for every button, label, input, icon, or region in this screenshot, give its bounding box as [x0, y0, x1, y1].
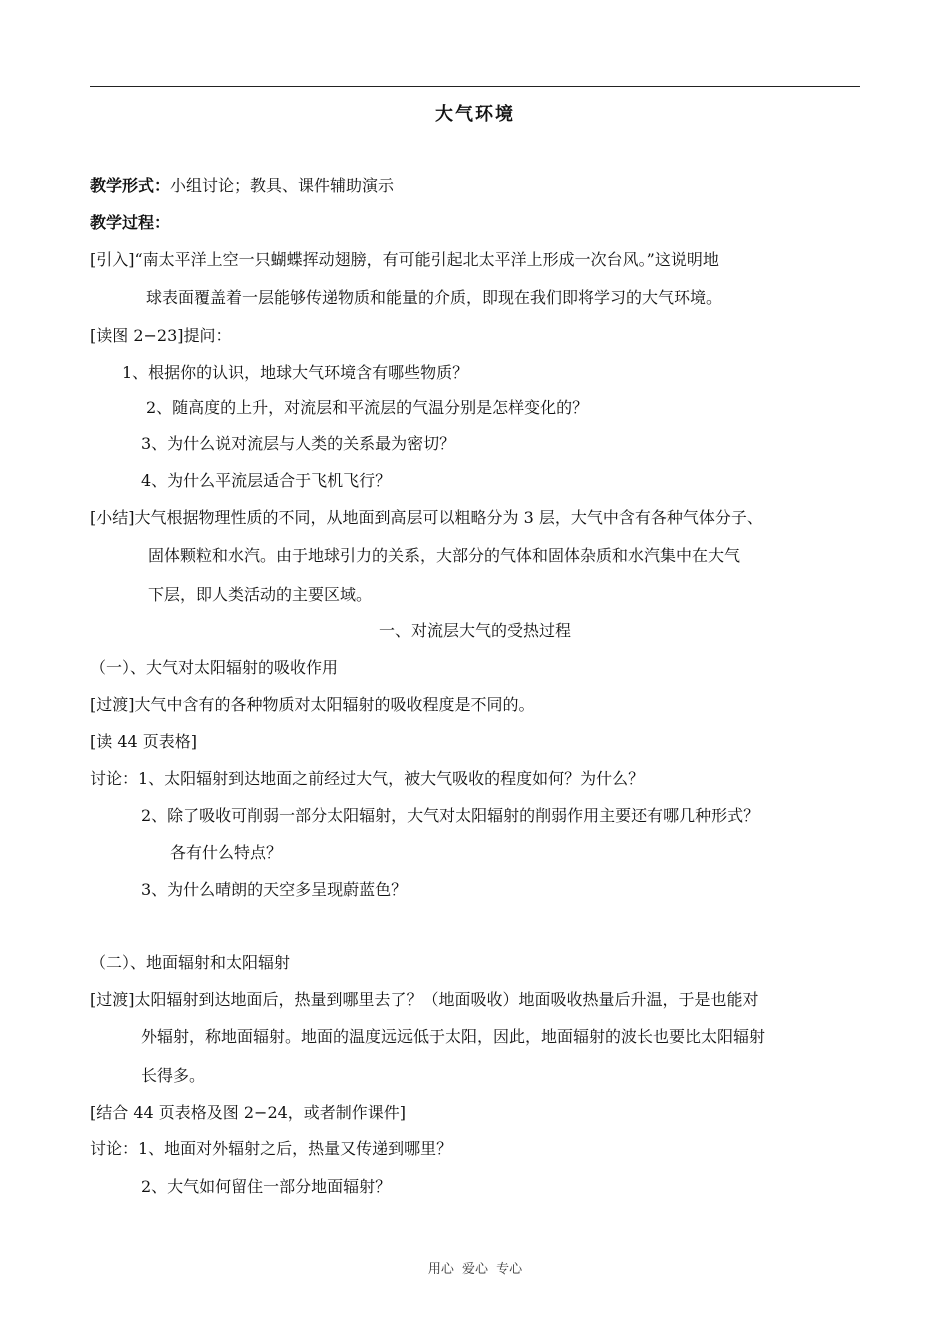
part-2-transition-2: 外辐射，称地面辐射。地面的温度远远低于太阳，因此，地面辐射的波长也要比太阳辐射 — [141, 1027, 766, 1046]
question-1: 1、根据你的认识，地球大气环境含有哪些物质？ — [122, 363, 469, 382]
part-1-transition: [过渡]大气中含有的各种物质对太阳辐射的吸收程度是不同的。 — [90, 695, 535, 714]
part-1-read-table: [读 44 页表格] — [90, 732, 198, 751]
part-2-discussion-1: 讨论：1、地面对外辐射之后，热量又传递到哪里？ — [90, 1139, 453, 1158]
part-1-discussion-3: 3、为什么晴朗的天空多呈现蔚蓝色？ — [141, 880, 408, 899]
section-heading-1: 一、对流层大气的受热过程 — [378, 621, 571, 640]
teaching-process-label: 教学过程： — [90, 213, 171, 232]
part-2-transition-3: 长得多。 — [141, 1066, 206, 1085]
question-4: 4、为什么平流层适合于飞机飞行？ — [141, 471, 392, 490]
teaching-form-value: 小组讨论；教具、课件辅助演示 — [170, 176, 395, 195]
header-rule — [90, 86, 860, 87]
part-1-heading: （一）、大气对太阳辐射的吸收作用 — [90, 658, 339, 677]
teaching-form-line — [90, 176, 394, 196]
summary-line-1: [小结]大气根据物理性质的不同，从地面到高层可以粗略分为 3 层，大气中含有各种气体分子、 — [90, 508, 763, 527]
part-1-discussion-2b: 各有什么特点？ — [170, 843, 283, 862]
summary-line-2: 固体颗粒和水汽。由于地球引力的关系，大部分的气体和固体杂质和水汽集中在大气 — [148, 546, 741, 565]
part-2-heading: （二）、地面辐射和太阳辐射 — [90, 953, 291, 972]
intro-line-1: [引入]“南太平洋上空一只蝴蝶挥动翅膀，有可能引起北太平洋上形成一次台风。”这说明地 — [90, 250, 719, 269]
question-2: 2、随高度的上升，对流层和平流层的气温分别是怎样变化的？ — [146, 398, 589, 417]
intro-line-2: 球表面覆盖着一层能够传递物质和能量的介质，即现在我们即将学习的大气环境。 — [146, 288, 723, 307]
read-figure-heading: [读图 2−23]提问： — [90, 326, 232, 345]
part-2-discussion-2: 2、大气如何留住一部分地面辐射？ — [141, 1177, 392, 1196]
part-2-combine: [结合 44 页表格及图 2−24，或者制作课件] — [90, 1103, 407, 1122]
page-footer: 用心 爱心 专心 — [427, 1262, 523, 1277]
summary-line-3: 下层，即人类活动的主要区域。 — [148, 585, 373, 604]
part-1-discussion-1: 讨论：1、太阳辐射到达地面之前经过大气，被大气吸收的程度如何？为什么？ — [90, 769, 645, 788]
part-1-discussion-2a: 2、除了吸收可削弱一部分太阳辐射，大气对太阳辐射的削弱作用主要还有哪几种形式？ — [141, 806, 760, 825]
teaching-form-label: 教学形式： — [90, 176, 171, 195]
part-2-transition-1: [过渡]太阳辐射到达地面后，热量到哪里去了？（地面吸收）地面吸收热量后升温，于是也能对 — [90, 990, 759, 1009]
page-title: 大气环境 — [435, 104, 515, 125]
question-3: 3、为什么说对流层与人类的关系最为密切？ — [141, 434, 456, 453]
